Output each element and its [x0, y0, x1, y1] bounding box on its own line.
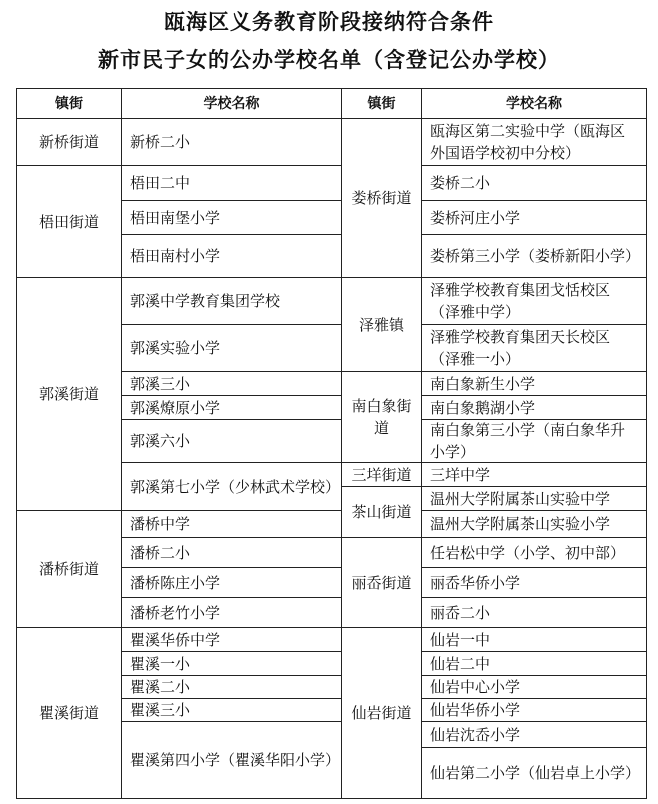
right-street-cell: 丽岙街道 — [342, 538, 422, 628]
left-school-cell: 郭溪第七小学（少林武术学校） — [122, 463, 342, 511]
left-school-cell: 郭溪燎原小学 — [122, 396, 342, 420]
header-street-right: 镇街 — [342, 89, 422, 119]
right-street-cell: 娄桥街道 — [342, 119, 422, 278]
left-school-cell: 梧田南村小学 — [122, 235, 342, 278]
right-street-cell: 仙岩街道 — [342, 628, 422, 799]
right-school-cell: 泽雅学校教育集团天长校区（泽雅一小） — [422, 325, 647, 372]
right-school-cell: 仙岩沈岙小学 — [422, 722, 647, 748]
header-school-right: 学校名称 — [422, 89, 647, 119]
right-school-cell: 娄桥第三小学（娄桥新阳小学） — [422, 235, 647, 278]
document-title-line-2: 新市民子女的公办学校名单（含登记公办学校） — [98, 48, 560, 72]
left-school-cell: 潘桥老竹小学 — [122, 598, 342, 628]
right-school-cell: 温州大学附属茶山实验中学 — [422, 487, 647, 511]
left-street-cell: 郭溪街道 — [17, 278, 122, 511]
right-school-cell: 南白象第三小学（南白象华升小学） — [422, 420, 647, 463]
right-school-cell: 三垟中学 — [422, 463, 647, 487]
right-school-cell: 泽雅学校教育集团戈恬校区（泽雅中学） — [422, 278, 647, 325]
left-school-cell: 潘桥二小 — [122, 538, 342, 568]
left-school-cell: 瞿溪第四小学（瞿溪华阳小学） — [122, 722, 342, 799]
right-school-cell: 仙岩中心小学 — [422, 676, 647, 699]
left-street-cell: 新桥街道 — [17, 119, 122, 166]
right-school-cell: 仙岩一中 — [422, 628, 647, 652]
left-school-cell: 梧田南堡小学 — [122, 201, 342, 235]
right-school-cell: 瓯海区第二实验中学（瓯海区外国语学校初中分校） — [422, 119, 647, 166]
right-school-cell: 娄桥河庄小学 — [422, 201, 647, 235]
header-school-left: 学校名称 — [122, 89, 342, 119]
right-school-cell: 南白象鹅湖小学 — [422, 396, 647, 420]
right-street-cell: 泽雅镇 — [342, 278, 422, 372]
left-school-cell: 瞿溪华侨中学 — [122, 628, 342, 652]
right-school-cell: 丽岙二小 — [422, 598, 647, 628]
right-street-cell: 三垟街道 — [342, 463, 422, 487]
left-school-cell: 潘桥中学 — [122, 511, 342, 538]
right-school-cell: 仙岩二中 — [422, 652, 647, 676]
right-school-cell: 温州大学附属茶山实验小学 — [422, 511, 647, 538]
left-school-cell: 郭溪实验小学 — [122, 325, 342, 372]
document-title-line-1: 瓯海区义务教育阶段接纳符合条件 — [164, 10, 494, 34]
left-school-cell: 郭溪六小 — [122, 420, 342, 463]
right-school-cell: 南白象新生小学 — [422, 372, 647, 396]
left-street-cell: 梧田街道 — [17, 166, 122, 278]
left-school-cell: 梧田二中 — [122, 166, 342, 201]
right-school-cell: 任岩松中学（小学、初中部） — [422, 538, 647, 568]
left-school-cell: 瞿溪二小 — [122, 676, 342, 699]
right-street-cell: 南白象街道 — [342, 372, 422, 463]
left-school-cell: 潘桥陈庄小学 — [122, 568, 342, 598]
right-school-cell: 仙岩华侨小学 — [422, 699, 647, 722]
left-school-cell: 瞿溪三小 — [122, 699, 342, 722]
left-street-cell: 潘桥街道 — [17, 511, 122, 628]
left-street-cell: 瞿溪街道 — [17, 628, 122, 799]
left-school-cell: 郭溪三小 — [122, 372, 342, 396]
right-school-cell: 娄桥二小 — [422, 166, 647, 201]
right-school-cell: 丽岙华侨小学 — [422, 568, 647, 598]
left-school-cell: 郭溪中学教育集团学校 — [122, 278, 342, 325]
school-list-table — [16, 88, 647, 799]
left-school-cell: 瞿溪一小 — [122, 652, 342, 676]
right-school-cell: 仙岩第二小学（仙岩卓上小学） — [422, 748, 647, 799]
left-school-cell: 新桥二小 — [122, 119, 342, 166]
header-street-left: 镇街 — [17, 89, 122, 119]
right-street-cell: 茶山街道 — [342, 487, 422, 538]
